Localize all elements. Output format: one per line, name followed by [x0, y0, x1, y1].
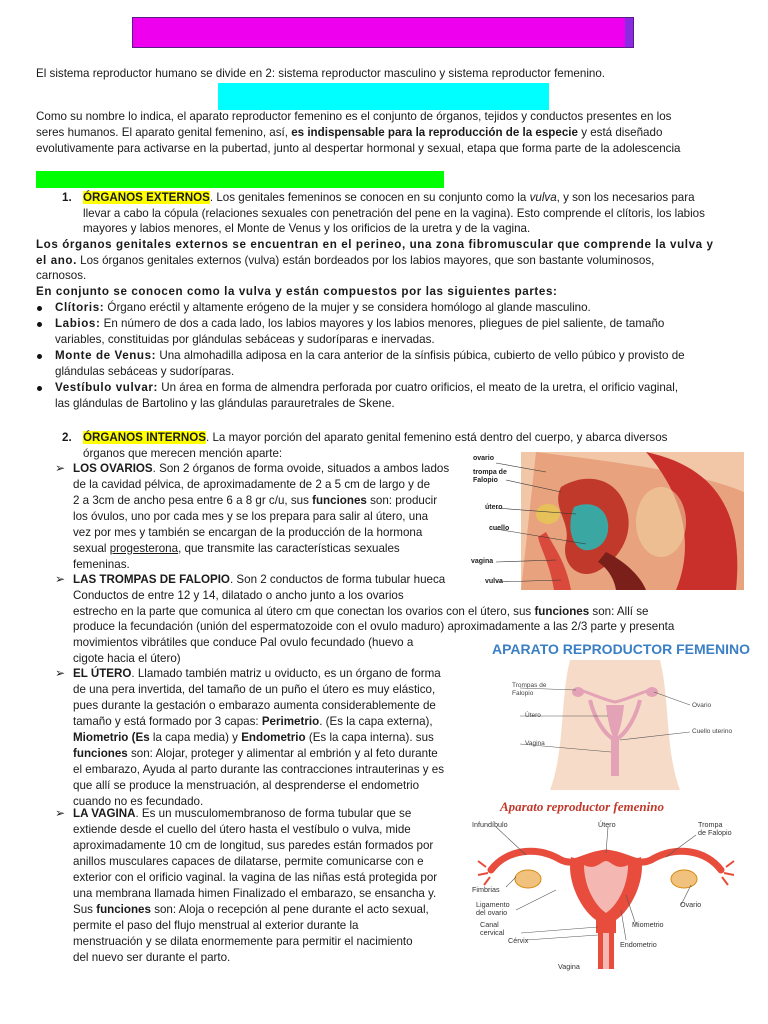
section2-heading: ÓRGANOS INTERNOS: [83, 431, 207, 444]
section1-line-3: mayores y labios menores, el Monte de Venus y los orificios de la uretra y de la vagina.: [83, 222, 531, 235]
figure2-title: APARATO REPRODUCTOR FEMENINO: [492, 641, 750, 657]
utero-line-3: pues durante la gestación o embarazo aumenta considerablemente de: [73, 699, 436, 712]
utero-line-7: el embarazo, Ayuda al parto durante las contracciones intrauterinas y es: [73, 763, 444, 776]
fig3-label: Canal: [480, 920, 499, 929]
intro-line: El sistema reproductor humano se divide en 2: sistema reproductor masculino y sistema reproductor femenino.: [36, 67, 606, 80]
vagina-line-5: exterior con el orificio vaginal. la vagina de las niñas está protegida por: [73, 871, 438, 884]
arrow-bullet: ➢: [55, 461, 66, 475]
sagittal-section-figure: [466, 452, 744, 590]
trompas-line-2: Conductos de entre 12 y 14, dilatado o ancho junto a los ovarios: [73, 589, 404, 602]
section1-heading: ÓRGANOS EXTERNOS: [83, 191, 210, 204]
fig3-label: Ovario: [680, 900, 702, 909]
fig3-label: Trompa: [698, 820, 723, 829]
bullet-vestibulo-line-2: las glándulas de Bartolino y las glándulas parauretrales de Skene.: [55, 397, 395, 410]
ovarios-line-1: LOS OVARIOS. Son 2 órganos de forma ovoide, situados a ambos lados: [73, 462, 450, 475]
section2-number: 2.: [62, 431, 72, 444]
fig2-label: Útero: [525, 712, 541, 719]
section2-line-1: ÓRGANOS INTERNOS. La mayor porción del aparato genital femenino está dentro del cuerpo, y abarca diversos: [83, 431, 668, 444]
arrow-bullet: ➢: [55, 806, 66, 820]
utero-line-4: tamaño y está formado por 3 capas: Perimetrio. (Es la capa externa),: [73, 715, 433, 728]
bullet-monte: Monte de Venus: Una almohadilla adiposa en la cara anterior de la sínfisis púbica, cubierto de vello púbico y provisto de: [55, 349, 685, 362]
bullet-dot: [37, 354, 42, 359]
fig3-label: Fimbrias: [472, 885, 500, 894]
fig3-label: Endometrio: [620, 940, 657, 949]
bullet-dot: [37, 322, 42, 327]
bullet-vestibulo: Vestíbulo vulvar: Un área en forma de almendra perforada por cuatro orificios, el meato de la uretra, el orificio vaginal,: [55, 381, 679, 394]
section1-line-2: llevar a cabo la cópula (relaciones sexuales con penetración del pene en la vagina). Esto comprende el clítoris, los labios: [83, 207, 705, 220]
title-bar-magenta: [132, 17, 634, 48]
fig3-label: del ovario: [476, 908, 508, 917]
section1-number: 1.: [62, 191, 72, 204]
bullet-clitoris: Clítoris: Órgano eréctil y altamente erógeno de la mujer y se considera homólogo al glande masculino.: [55, 301, 591, 314]
section-bar-green: [36, 171, 444, 188]
fig3-label: Útero: [598, 820, 616, 829]
bullet-dot: [37, 306, 42, 311]
arrow-bullet: ➢: [55, 666, 66, 680]
fig3-label: Vagina: [558, 962, 580, 971]
fig1-label: vulva: [485, 578, 503, 585]
trompas-line-6: cigote hacia el útero): [73, 652, 181, 665]
arrow-bullet: ➢: [55, 572, 66, 586]
sagittal-section-illustration: [466, 452, 744, 590]
fig3-label: Cérvix: [508, 936, 529, 945]
utero-line-1: EL ÚTERO. Llamado también matriz u oviducto, es un órgano de forma: [73, 667, 441, 680]
fig3-label: Infundíbulo: [472, 820, 508, 829]
section1-p2-line-2: el ano. Los órganos genitales externos (vulva) están bordeados por los labios mayores, que son bastante voluminosos,: [36, 254, 655, 267]
trompas-line-5: movimientos vibrátiles que conduce Pal ovulo fecundado (huevo a: [73, 636, 414, 649]
utero-line-9: cuando no es fecundado.: [73, 795, 204, 808]
fig1-label: útero: [485, 504, 503, 511]
fig3-label: Ligamento: [476, 900, 510, 909]
section1-p2-line-1: Los órganos genitales externos se encuentran en el perineo, una zona fibromuscular que comprende la vulva y: [36, 238, 714, 251]
fig3-label: cervical: [480, 928, 505, 937]
ovarios-line-7: femeninas.: [73, 558, 130, 571]
uterus-detail-illustration: [466, 815, 748, 975]
vagina-line-10: del nuevo ser durante el parto.: [73, 951, 231, 964]
utero-line-2: de una pera invertida, del tamaño de un puño el útero es muy elástico,: [73, 683, 436, 696]
uterus-detail-figure: [466, 815, 748, 975]
bullet-labios: Labios: En número de dos a cada lado, los labios mayores y los labios menores, pliegues de piel saliente, de tamaño: [55, 317, 665, 330]
fig1-label: cuello: [489, 525, 510, 532]
ovarios-line-5: vez por mes y también se encargan de la producción de la hormona: [73, 526, 423, 539]
trompas-line-3: estrecho en la parte que comunica al útero cm que conectan los ovarios con el útero, sus funciones son: Allí se: [73, 605, 649, 618]
intro-para-line-2: seres humanos. El aparato genital femenino, así, es indispensable para la reproducción de la especie y está diseñado: [36, 126, 663, 139]
vagina-line-9: menstruación y se dilata enormemente para permitir el nacimiento: [73, 935, 413, 948]
section1-line-1: ÓRGANOS EXTERNOS. Los genitales femeninos se conocen en su conjunto como la vulva, y son los necesarios para: [83, 191, 695, 204]
fig1-label: vagina: [471, 558, 494, 565]
bullet-labios-line-2: variables, constituidas por glándulas sebáceas y sudoríparas e inervadas.: [55, 333, 435, 346]
bullet-monte-line-2: glándulas sebáceas y sudoríparas.: [55, 365, 235, 378]
figure3-title: Aparato reproductor femenino: [500, 799, 664, 814]
vagina-line-8: permite el paso del flujo menstrual al exterior durante la: [73, 919, 359, 932]
utero-line-5: Miometrio (Es la capa media) y Endometrio (Es la capa interna). sus: [73, 731, 434, 744]
reproductive-front-illustration: [480, 660, 750, 790]
trompas-line-1: LAS TROMPAS DE FALOPIO. Son 2 conductos de forma tubular hueca: [73, 573, 446, 586]
utero-line-6: funciones son: Alojar, proteger y alimentar al embrión y al feto durante: [73, 747, 438, 760]
fig3-label: de Falopio: [698, 828, 732, 837]
vagina-line-2: extiende desde el cuello del útero hasta el vestíbulo o vulva, mide: [73, 823, 411, 836]
fig2-label: Vagina: [525, 740, 545, 747]
fig3-label: Miometrio: [632, 920, 664, 929]
ovarios-line-2: de la cavidad pélvica, de aproximadamente de 2 a 5 cm de largo y de: [73, 478, 431, 491]
fig1-label: ovario: [473, 455, 495, 462]
section2-line-2: órganos que merecen mención aparte:: [83, 447, 283, 460]
fig1-label: Falopio: [473, 477, 498, 484]
ovarios-line-4: los óvulos, uno por cada mes y se los prepara para salir al útero, una: [73, 510, 429, 523]
intro-para-line-1: Como su nombre lo indica, el aparato reproductor femenino es el conjunto de órganos, tejidos y conductos presentes en los: [36, 110, 672, 123]
bullet-dot: [37, 386, 42, 391]
fig2-label: Ovario: [692, 702, 712, 709]
section1-p3: En conjunto se conocen como la vulva y están compuestos por las siguientes partes:: [36, 285, 558, 298]
fig2-label: Trompas de: [512, 682, 547, 689]
ovarios-line-6: sexual progesterona, que transmite las características sexuales: [73, 542, 400, 555]
intro-para-line-3: evolutivamente para activarse en la pubertad, junto al despertar hormonal y sexual, etapa que forma parte de la adolescencia: [36, 142, 681, 155]
section1-p2-line-3: carnosos.: [36, 269, 87, 282]
reproductive-front-figure: [480, 660, 750, 790]
vagina-line-7: Sus funciones son: Aloja o recepción al pene durante el acto sexual,: [73, 903, 429, 916]
trompas-line-4: produce la fecundación (unión del espermatozoide con el ovulo maduro) aproximadamente a las 2/3 parte y presenta: [73, 620, 675, 633]
vagina-line-3: aproximadamente 10 cm de longitud, sus paredes están formados por: [73, 839, 434, 852]
vagina-line-4: anillos musculares capaces de dilatarse, permite comunicarse con e: [73, 855, 424, 868]
fig2-label: Falopio: [512, 690, 534, 697]
vagina-line-6: una membrana llamada himen Finalizado el embarazo, se ensancha y.: [73, 887, 437, 900]
utero-line-8: que allí se produce la menstruación, al desprenderse el endometrio: [73, 779, 420, 792]
subtitle-bar-cyan: [218, 83, 549, 110]
fig1-label: trompa de: [473, 469, 507, 476]
ovarios-line-3: 2 a 3cm de ancho pesa entre 6 a 8 gr c/u, sus funciones son: producir: [73, 494, 438, 507]
vagina-line-1: LA VAGINA. Es un musculomembranoso de forma tubular que se: [73, 807, 412, 820]
fig2-label: Cuello uterino: [692, 728, 733, 735]
